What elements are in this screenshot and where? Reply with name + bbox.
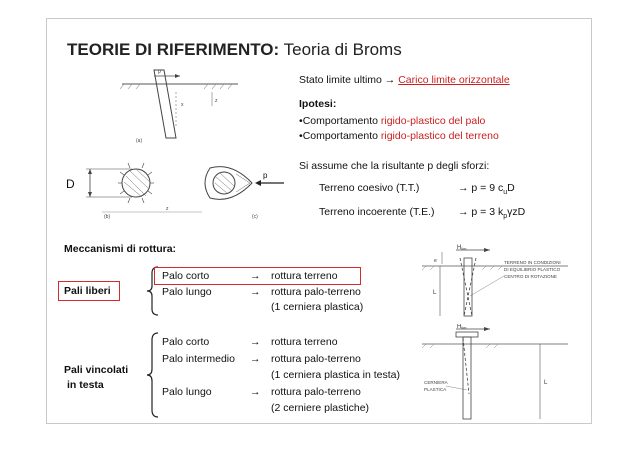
right-fig-text4: CERNIERA: [424, 380, 448, 385]
free-row-2-name: Palo lungo: [162, 286, 212, 298]
right-fig-e: e: [434, 258, 437, 264]
assume-text: Si assume che la risultante p degli sforzi:: [299, 160, 490, 172]
fixed-row-2-result: rottura palo-terreno: [271, 353, 361, 365]
formula-post: γzD: [507, 206, 526, 218]
right-fig-text1: TERRENO IN CONDIZIONI: [504, 260, 561, 265]
free-row-2-note: (1 cerniera plastica): [271, 301, 364, 313]
right-fig-text5: PLASTICA: [424, 387, 447, 392]
arrow-icon: →: [250, 336, 261, 348]
caption-b: (b): [104, 214, 111, 220]
mechanisms-heading: Meccanismi di rottura:: [64, 243, 177, 255]
fixed-row-3-note: (2 cerniere plastiche): [271, 402, 370, 414]
ipotesi-item-1: [299, 115, 485, 128]
figure-fixed-pile-hinge: [420, 324, 570, 422]
bullet-icon: •: [299, 115, 303, 127]
case-cohesive-label: Terreno coesivo (T.T.): [319, 182, 420, 194]
svg-text:z: z: [166, 206, 169, 212]
label-D: D: [66, 177, 75, 191]
ipotesi-prefix: Comportamento: [302, 115, 381, 127]
stato-limite-line: [299, 74, 510, 87]
ipotesi-item-2: [299, 130, 499, 143]
fixed-row-3-name: Palo lungo: [162, 386, 212, 398]
right-fig-bottom-label: Hlim: [457, 324, 467, 330]
ipotesi-label: Ipotesi:: [299, 98, 337, 110]
formula-sub: p: [503, 213, 508, 221]
free-row-1-name: Palo corto: [162, 270, 210, 282]
fixed-row-1-name: Palo corto: [162, 336, 210, 348]
free-row-2-result: rottura palo-terreno: [271, 286, 361, 298]
formula-post: D: [507, 182, 515, 194]
fixed-piles-label-2: in testa: [67, 379, 104, 391]
arrow-icon: →: [250, 270, 261, 282]
formula-sub: u: [503, 189, 508, 197]
caption-a: (a): [136, 138, 143, 144]
fixed-row-1-result: rottura terreno: [271, 336, 338, 348]
right-fig-text3: CENTRO DI ROTAZIONE: [504, 274, 557, 279]
figure-free-pile-rotation: [420, 244, 570, 322]
figure-pile-stress-bc: [62, 150, 292, 230]
arrow-icon: →: [458, 206, 469, 218]
arrow-icon: →: [458, 182, 469, 194]
figure-pile-section-a: [120, 66, 240, 146]
right-fig-top-label: Hlim: [457, 245, 467, 251]
label-p: p: [263, 171, 268, 180]
free-piles-label: Pali liberi: [64, 285, 111, 297]
formula-pre: p = 9 c: [471, 182, 504, 194]
fixed-row-2-name: Palo intermedio: [162, 353, 235, 365]
stato-highlight: Carico limite orizzontale: [398, 74, 510, 86]
right-fig-L1: L: [433, 290, 437, 296]
ipotesi-highlight: rigido-plastico del terreno: [380, 130, 499, 142]
bullet-icon: •: [299, 130, 303, 142]
arrow-icon: →: [250, 353, 261, 365]
title-bold: TEORIE DI RIFERIMENTO:: [67, 40, 280, 59]
label-z: z: [215, 98, 218, 104]
stato-prefix: Stato limite ultimo: [299, 74, 385, 86]
case-incoherent-label: Terreno incoerente (T.E.): [319, 206, 435, 218]
caption-c: (c): [252, 214, 258, 220]
label-p1: P: [158, 70, 162, 76]
label-x: x: [181, 102, 184, 108]
fixed-row-2-note: (1 cerniera plastica in testa): [271, 369, 400, 381]
case-cohesive-formula: [458, 182, 515, 199]
free-row-1-result: rottura terreno: [271, 270, 338, 282]
fixed-row-3-result: rottura palo-terreno: [271, 386, 361, 398]
ipotesi-highlight: rigido-plastico del palo: [380, 115, 486, 127]
slide-title: [67, 40, 402, 60]
arrow-icon: →: [384, 74, 396, 86]
arrow-icon: →: [250, 286, 261, 298]
title-rest: Teoria di Broms: [279, 40, 402, 59]
brace-fixed: [146, 332, 160, 418]
arrow-icon: →: [250, 386, 261, 398]
right-fig-text2: DI EQUILIBRIO PLASTICO: [504, 267, 561, 272]
fixed-piles-label-1: Pali vincolati: [64, 364, 129, 376]
right-fig-L2: L: [544, 380, 548, 386]
ipotesi-prefix: Comportamento: [302, 130, 381, 142]
case-incoherent-formula: [458, 206, 525, 223]
formula-pre: p = 3 k: [471, 206, 504, 218]
